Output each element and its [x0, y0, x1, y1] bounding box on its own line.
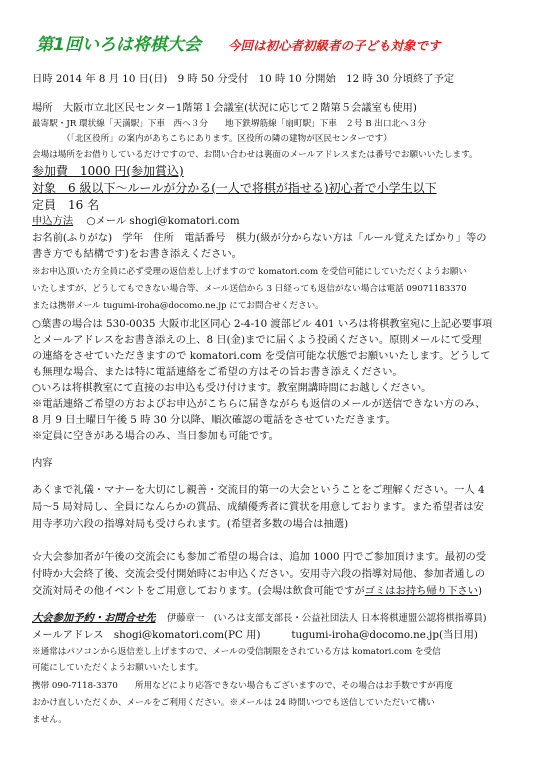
content-para2-2: 付時か大会終了後、交流会受付開始時にお申込ください。安用寺六段の指導対局他、参加者通しの	[32, 568, 486, 580]
apply-same-day: ※定員に空きがある場合のみ、当日参加も可能です。	[32, 430, 279, 442]
event-title: 第1回いろは将棋大会	[36, 35, 201, 55]
content-para2-3: 交流対局その他イベントをご用意しております。(会場は飲食可能ですがゴミはお持ち帰り下さい)	[32, 585, 482, 597]
content-para2-3-text: 交流対局その他イベントをご用意しております。(会場は飲食可能ですが	[32, 585, 365, 597]
venue-notice: 会場は場所をお借りしているだけですので、お問い合わせは裏面のメールアドレスまたは番号でお願いいたします。	[32, 150, 478, 160]
apply-note-2: いたしますが、どうしてもできない場合等、メール送信から 3 日経っても返信がない場合は電話 09071183370	[32, 284, 467, 294]
capacity: 定員 16 名	[32, 198, 100, 212]
contact-mail: メールアドレス shogi@komatori.com(PC 用) tugumi-iroha@docomo.ne.jp(当日用)	[32, 629, 478, 641]
contact-note-2: 可能にしていただくようお願いいたします。	[32, 663, 204, 673]
contact-tel-3: ません。	[32, 715, 67, 725]
apply-phone-2: 8 月 9 日土曜日午後 5 時 30 分以降、順次確認の電話をさせていただきます。	[32, 414, 396, 426]
apply-postcard-4: も無理な場合、または特に電話連絡をご希望の方はその旨お書き添えください。	[32, 366, 403, 378]
apply-required-2: 書き方でも結構です)をお書き添えください。	[32, 248, 242, 260]
apply-postcard-1: ○葉書の場合は 530-0035 大阪市北区同心 2-4-10 渡部ビル 401 いろは将棋教室宛に上記必要事項	[32, 318, 493, 330]
event-datetime: 日時 2014 年 8 月 10 日(日) 9 時 50 分受付 10 時 10 分開始 12 時 30 分頃終了予定	[32, 73, 455, 85]
apply-postcard-2: とメールアドレスをお書き添えの上、8 日(金)までに届くよう投函ください。原則メールにて受理	[32, 334, 482, 346]
content-heading: 内容	[32, 457, 53, 469]
venue-access: 最寄駅・JR 環状線「天満駅」下車 西へ３分 地下鉄堺筋線「扇町駅」下車 ２号 B 出口北へ３分	[32, 119, 426, 129]
event-subtitle: 今回は初心者初級者の子ども対象です	[227, 38, 441, 53]
apply-note-3: または携帯メール tugumi-iroha@docomo.ne.jp にてお問合せください。	[32, 301, 324, 311]
target-participants: 対象 6 級以下～ルールが分かる(一人で将棋が指せる)初心者で小学生以下	[32, 181, 437, 195]
apply-heading: 申込方法	[32, 215, 74, 227]
content-para1-2: 局～5 局対局し、全員になんらかの賞品、成績優秀者に賞状を用意しております。また希望者は安	[32, 501, 484, 513]
venue-note: （「北区役所」の案内があちこちにあります。区役所の隣の建物が区民センターです）	[62, 134, 392, 144]
apply-direct: ○いろは将棋教室にて直接のお申込も受け付けます。教室開講時間にお越しください。	[32, 382, 432, 394]
title-row	[36, 30, 516, 55]
participation-fee: 参加費 1000 円(参加賞込)	[32, 164, 184, 178]
contact-tel-2: おかけ直しいただくか、メールをご利用ください。※メールは 24 時間いつでも送信していただいて構い	[32, 698, 435, 708]
trash-notice: ゴミはお持ち帰り下さい	[364, 585, 478, 597]
apply-phone-1: ※電話連絡ご希望の方およびお申込がこちらに届きながらも返信のメールが送信できない方のみ、	[32, 398, 486, 410]
contact-heading: 大会参加予約・お問合せ先	[32, 612, 156, 624]
content-para1-1: あくまで礼儀・マナーを大切にし親善・交流目的第一の大会ということをご理解ください。一人 4	[32, 484, 485, 496]
venue-place: 場所 大阪市立北区民センター1階第１会議室(状況に応じて２階第５会議室も使用)	[32, 102, 417, 114]
apply-method-row	[32, 214, 240, 228]
apply-email: ○メール shogi@komatori.com	[86, 215, 240, 227]
apply-required-1: お名前(ふりがな) 学年 住所 電話番号 棋力(級が分からない方は「ルール覚えたばかり」等の	[32, 232, 487, 244]
content-para1-3: 用寺孝功六段の指導対局も受けられます。(希望者多数の場合は抽選)	[32, 518, 349, 530]
apply-note-1: ※お申込頂いた方全員に必ず受理の返信差し上げますので komatori.com を受信可能にしていただくようお願い	[32, 267, 468, 277]
contact-row	[32, 611, 487, 626]
contact-note-1: ※通常はパソコンから返信差し上げますので、メールの受信制限をされている方は komatori.com を受信	[32, 647, 441, 657]
contact-name: 伊藤章一 (いろは支部支部長・公益社団法人 日本将棋連盟公認将棋指導員)	[166, 613, 487, 624]
apply-postcard-3: の連絡をさせていただきますので komatori.com を受信可能な状態でお願いいたします。どうして	[32, 350, 491, 362]
content-para2-1: ☆大会参加者が午後の交流会にも参加ご希望の場合は、追加 1000 円でご参加頂けます。最初の受	[32, 551, 487, 563]
contact-tel-1: 携帯 090-7118-3370 所用などにより応答できない場合もございますので、その場合はお手数ですが再度	[32, 681, 453, 691]
